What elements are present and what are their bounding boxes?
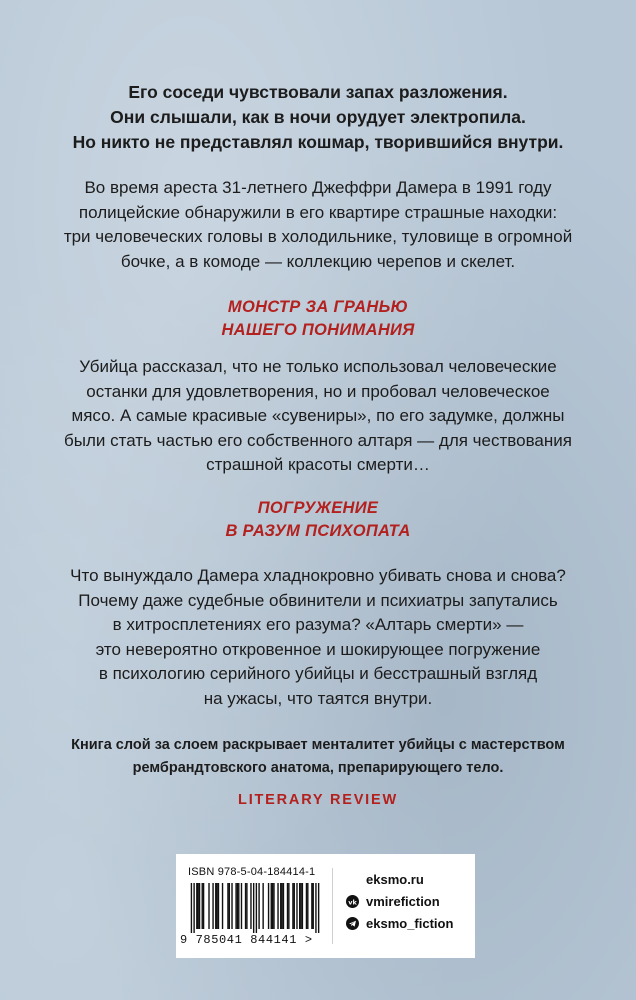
barcode-bar (250, 883, 251, 929)
paragraph-line: Почему даже судебные обвинители и психиатры запутались (78, 590, 558, 610)
barcode-bar (238, 883, 239, 929)
barcode-bar (256, 883, 257, 933)
contact-label: eksmo_fiction (366, 915, 454, 931)
barcode-bar (196, 883, 197, 929)
publisher-contacts (346, 869, 453, 935)
barcode-bar (229, 883, 230, 929)
paragraph-line: три человеческих головы в холодильнике, туловище в огромной (63, 227, 573, 246)
barcode-bar (307, 883, 308, 929)
hook-line: Но никто не представлял кошмар, творившийся внутри. (72, 132, 564, 152)
vk-icon (346, 895, 359, 908)
heading-line: НАШЕГО ПОНИМАНИЯ (221, 321, 415, 339)
paragraph-line: Что вынуждало Дамера хладнокровно убивать снова и снова? (70, 566, 566, 585)
barcode-bar (218, 883, 219, 929)
barcode-bar (313, 883, 314, 929)
barcode-bar (280, 883, 281, 929)
barcode-bar (212, 883, 213, 929)
quote-line: Книга слой за слоем раскрывает менталитет убийцы с мастерством (71, 737, 565, 753)
barcode-bar (296, 883, 297, 929)
paragraph-line: страшной красоты смерти… (206, 455, 430, 474)
contact-telegram[interactable] (346, 913, 453, 933)
barcode-bar (271, 883, 272, 929)
contact-label: eksmo.ru (366, 871, 424, 887)
barcode-digits: 9 785041 844141 > (180, 933, 313, 947)
barcode-bar (268, 883, 269, 929)
heading-line: В РАЗУМ ПСИХОПАТА (225, 522, 411, 540)
telegram-icon (346, 917, 359, 930)
barcode-bar (246, 883, 247, 929)
section-heading-psychopath (0, 497, 636, 543)
barcode-bar (318, 883, 319, 933)
barcode-bar (237, 883, 238, 929)
paragraph-line: на ужасы, что таятся внутри. (203, 688, 433, 708)
paragraph-confession (0, 355, 636, 478)
barcode-bar (288, 883, 289, 929)
barcode-bar (245, 883, 246, 929)
barcode-bar (216, 883, 217, 929)
barcode-bar (292, 883, 293, 929)
quote-line: рембрандтовского анатома, препарирующего тело. (132, 760, 504, 776)
barcode-bar (287, 883, 288, 929)
hook-line: Они слышали, как в ночи орудует электропила. (110, 107, 526, 127)
hook-text (0, 80, 636, 155)
paragraph-line: были стать частью его собственного алтаря — для чествования (64, 430, 572, 450)
barcode-bar (227, 883, 228, 929)
barcode-bar (199, 883, 200, 929)
barcode-bar (222, 883, 223, 929)
barcode-bar (306, 883, 307, 929)
barcode-bar (191, 883, 192, 933)
isbn-panel (176, 854, 475, 958)
paragraph-line: бочке, а в комоде — коллекцию черепов и скелет. (120, 251, 516, 271)
review-quote (0, 734, 636, 780)
paragraph-arrest (0, 176, 636, 274)
blank-icon (346, 873, 359, 886)
barcode-bar (273, 883, 274, 929)
barcode-bar (193, 883, 194, 933)
barcode-bar (258, 883, 259, 929)
barcode-bar (272, 883, 273, 929)
heading-line: ПОГРУЖЕНИЕ (257, 499, 379, 517)
isbn-label: ISBN 978-5-04-184414-1 (188, 866, 316, 878)
barcode-bar (277, 883, 278, 929)
svg-text:vk: vk (348, 897, 357, 906)
contact-label: vmirefiction (366, 893, 440, 909)
paragraph-line: останки для удовлетворения, но и пробовал человеческое (86, 381, 550, 401)
barcode-bar (197, 883, 198, 929)
barcode-bar (231, 883, 232, 929)
barcode-bar (311, 883, 312, 929)
barcode-bar (302, 883, 303, 929)
barcode-bar (202, 883, 203, 929)
barcode-bar (241, 883, 242, 929)
paragraph-line: в хитросплетениях его разума? «Алтарь смерти» — (112, 615, 524, 634)
barcode-bar (299, 883, 300, 929)
paragraph-questions (0, 564, 636, 711)
barcode-bar (215, 883, 216, 929)
contact-vk[interactable] (346, 891, 453, 911)
contact-website[interactable] (346, 869, 453, 889)
paragraph-line: Убийца рассказал, что не только использовал человеческие (79, 357, 557, 376)
barcode-bar (294, 883, 295, 929)
barcode-bar (253, 883, 254, 933)
paragraph-line: это невероятно откровенное и шокирующее погружение (95, 639, 541, 659)
barcode-bar (300, 883, 301, 929)
review-source: LITERARY REVIEW (238, 792, 398, 808)
barcode-bar (283, 883, 284, 929)
barcode-bar (203, 883, 204, 929)
heading-line: МОНСТР ЗА ГРАНЬЮ (227, 298, 409, 316)
barcode-bar (235, 883, 236, 929)
hook-line: Его соседи чувствовали запах разложения. (128, 82, 508, 102)
barcode-bar (315, 883, 316, 933)
paragraph-line: мясо. А самые красивые «сувениры», по его задумке, должны (71, 406, 565, 425)
section-heading-monster (0, 296, 636, 342)
barcode-bar (281, 883, 282, 929)
paragraph-line: полицейские обнаружили в его квартире страшные находки: (78, 202, 558, 222)
barcode-bar (208, 883, 209, 929)
paragraph-line: в психологию серийного убийцы и бесстрашный взгляд (98, 664, 538, 683)
barcode-bar (262, 883, 263, 929)
barcode (188, 883, 322, 933)
panel-divider (332, 868, 333, 944)
paragraph-line: Во время ареста 31-летнего Джеффри Дамера в 1991 году (84, 178, 552, 197)
